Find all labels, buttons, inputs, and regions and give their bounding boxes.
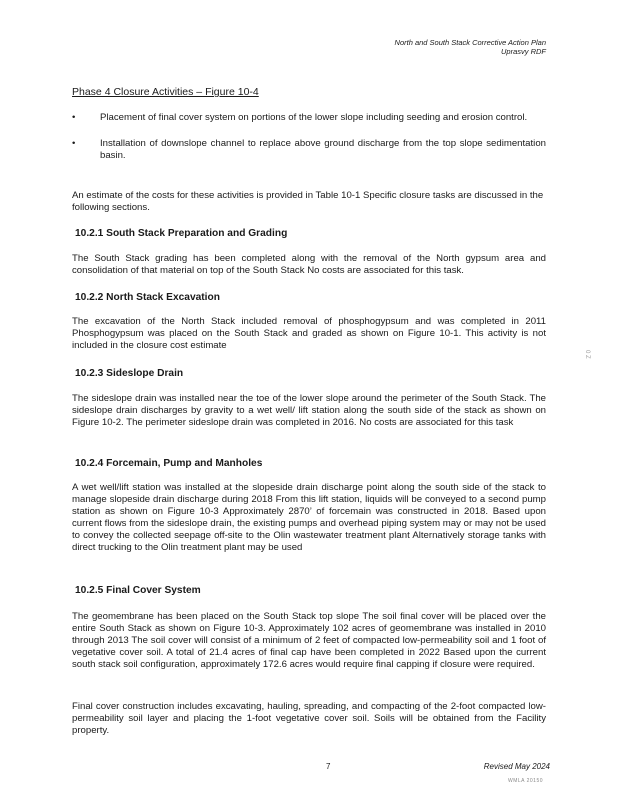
bullet-item bbox=[72, 138, 546, 162]
subsection-heading-10-2-3: 10.2.3 Sideslope Drain bbox=[75, 368, 184, 379]
paragraph-10-2-1: The South Stack grading has been completed along with the removal of the North gypsum area and consolidation of that material on top of the South Stack No costs are associated for this task. bbox=[72, 253, 546, 276]
bullet-text: Placement of final cover system on portions of the lower slope including seeding and erosion control. bbox=[100, 112, 528, 123]
subsection-heading-10-2-4: 10.2.4 Forcemain, Pump and Manholes bbox=[75, 458, 263, 469]
paragraph-10-2-5-b: Final cover construction includes excavating, hauling, spreading, and compacting of the 2-foot compacted low-permeability soil layer and placing the 1-foot vegetative cover soil. Soils will be obtained from the Facility property. bbox=[72, 701, 546, 736]
margin-mark: 0 Z bbox=[584, 350, 590, 359]
paragraph-10-2-3: The sideslope drain was installed near the toe of the lower slope around the perimeter of the South Stack. The sideslope drain discharges by gravity to a wet well/ lift station along the south side of the stack as shown on Figure 10-2. The perimeter sideslope drain was completed in 2016. No costs are associated for this task bbox=[72, 393, 546, 428]
subsection-heading-10-2-2: 10.2.2 North Stack Excavation bbox=[75, 292, 220, 303]
paragraph-10-2-5-a: The geomembrane has been placed on the South Stack top slope The soil final cover will be placed over the entire South Stack as shown on Figure 10-3. Approximately 102 acres of geomembrane was installed in 2010 through 2013 The soil cover will consist of a minimum of 2 feet of compacted low-permeability soil and 1 foot of vegetative cover soil. A total of 21.4 acres of final cap have been completed in 2022 Based upon the current south stack soil configuration, approximately 172.6 acres would require final capping if closure were required. bbox=[72, 611, 546, 670]
paragraph-10-2-2: The excavation of the North Stack included removal of phosphogypsum and was completed in 2011 Phosphogypsum was placed on the South Stack and graded as shown on Figure 10-1. This activity is not included in the closure cost estimate bbox=[72, 316, 546, 351]
estimate-paragraph: An estimate of the costs for these activities is provided in Table 10-1 Specific closure tasks are discussed in the following sections. bbox=[72, 190, 544, 213]
subsection-heading-10-2-5: 10.2.5 Final Cover System bbox=[75, 585, 201, 596]
bullet-item bbox=[72, 112, 546, 124]
page-number: 7 bbox=[326, 762, 331, 771]
bullet-dot-icon: • bbox=[72, 112, 76, 123]
bullet-list bbox=[72, 112, 546, 162]
bullet-text: Installation of downslope channel to replace above ground discharge from the top slope sedimentation basin. bbox=[100, 138, 546, 161]
revised-date: Revised May 2024 bbox=[483, 762, 550, 771]
header-line-2: Uprasvy RDF bbox=[500, 47, 546, 56]
subsection-heading-10-2-1: 10.2.1 South Stack Preparation and Grading bbox=[75, 228, 288, 239]
running-header bbox=[395, 38, 546, 56]
document-stamp: WMLA 20150 bbox=[508, 778, 544, 784]
paragraph-10-2-4: A wet well/lift station was installed at the slopeside drain discharge point along the south side of the stack to manage slopeside drain discharge during 2018 From this lift station, liquids will be conveyed to a second pump station as shown on Figure 10-3 Approximately 2870’ of forcemain was constructed in 2018. Based upon current flows from the sideslope drain, the existing pumps and overhead piping system may or may not be used to convey the collected seepage off-site to the Olin wastewater treatment plant Alternatively storage tanks with direct trucking to the Olin treatment plant may be used bbox=[72, 482, 546, 553]
header-line-1: North and South Stack Corrective Action Plan bbox=[394, 38, 546, 47]
bullet-dot-icon: • bbox=[72, 138, 76, 149]
section-title: Phase 4 Closure Activities – Figure 10-4 bbox=[72, 86, 259, 98]
